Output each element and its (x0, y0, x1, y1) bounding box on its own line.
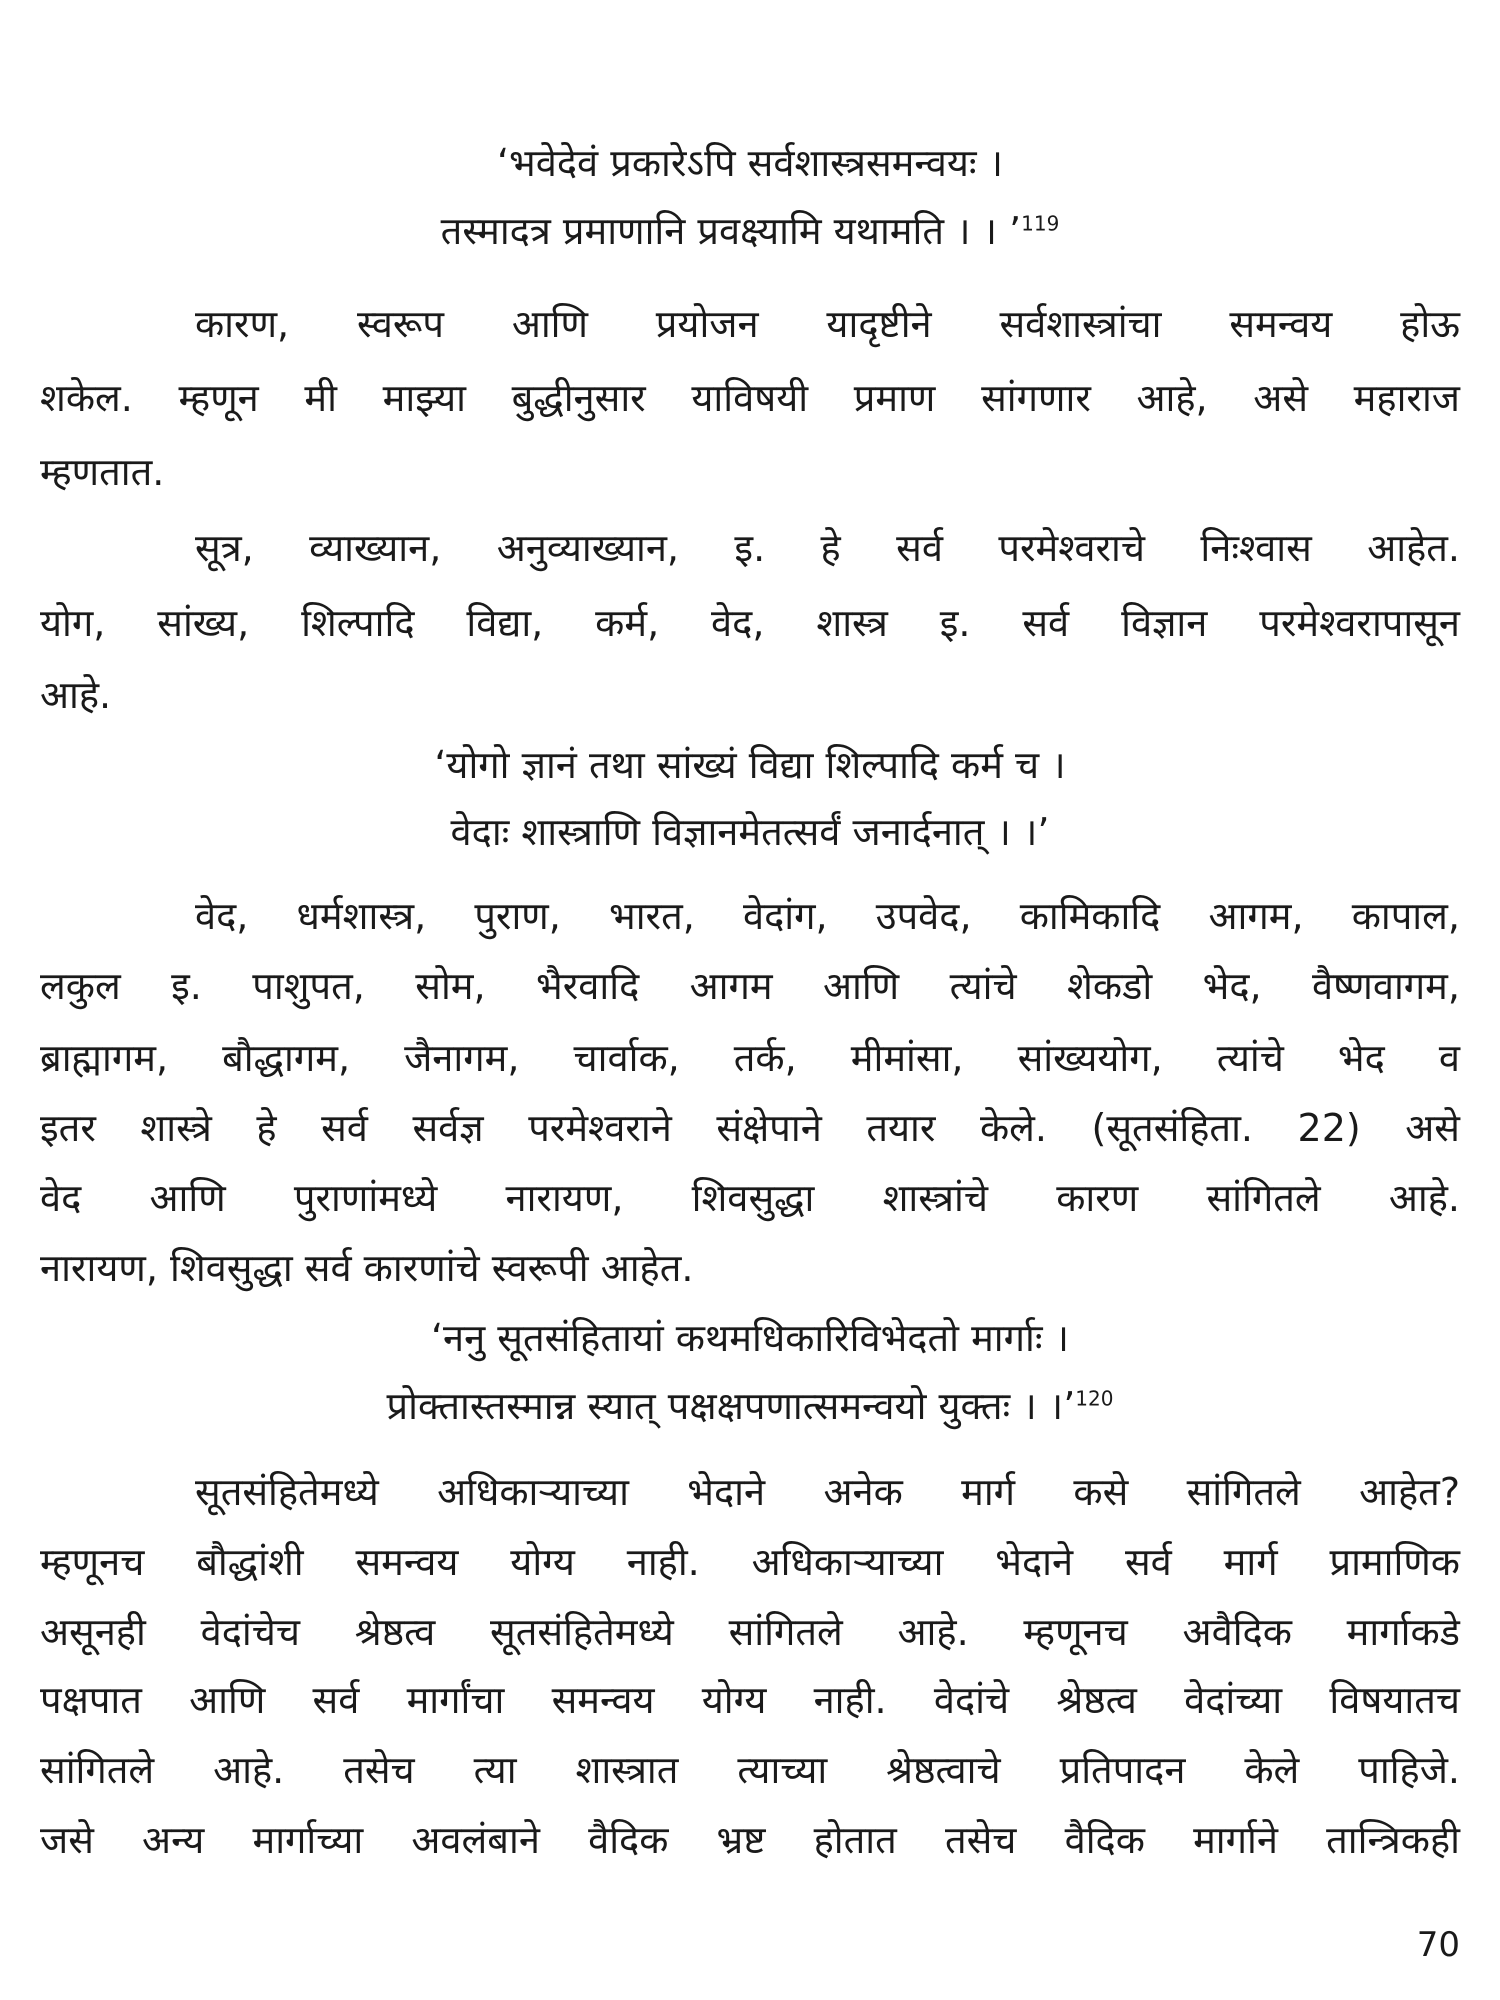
paragraph-4-line-1: सूतसंहितेमध्ये अधिकाऱ्याच्या भेदाने अनेक मार्ग कसे सांगितले आहेत? (195, 1470, 1460, 1514)
paragraph-3-line-3: ब्राह्मागम, बौद्धागम, जैनागम, चार्वाक, तर्क, मीमांसा, सांख्ययोग, त्यांचे भेद व (40, 1036, 1460, 1080)
paragraph-3-line-2: लकुल इ. पाशुपत, सोम, भैरवादि आगम आणि त्यांचे शेकडो भेद, वैष्णवागम, (40, 964, 1460, 1008)
verse-2-line-1: ‘योगो ज्ञानं तथा सांख्यं विद्या शिल्पादि कर्म च । (434, 743, 1066, 787)
paragraph-3-line-5: वेद आणि पुराणांमध्ये नारायण, शिवसुद्धा शास्त्रांचे कारण सांगितले आहे. (40, 1176, 1460, 1220)
paragraph-4-line-2: म्हणूनच बौद्धांशी समन्वय योग्य नाही. अधिकाऱ्याच्या भेदाने सर्व मार्ग प्रामाणिक (40, 1540, 1460, 1584)
paragraph-4-line-6: जसे अन्य मार्गाच्या अवलंबाने वैदिक भ्रष्ट होतात तसेच वैदिक मार्गाने तान्त्रिकही (40, 1818, 1460, 1862)
paragraph-3-line-4: इतर शास्त्रे हे सर्व सर्वज्ञ परमेश्वराने संक्षेपाने तयार केले. (सूतसंहिता. 22) असे (40, 1106, 1460, 1150)
verse-1-line-1: ‘भवेदेवं प्रकारेऽपि सर्वशास्त्रसमन्वयः । (496, 141, 1004, 185)
paragraph-3-line-1: वेद, धर्मशास्त्र, पुराण, भारत, वेदांग, उपवेद, कामिकादि आगम, कापाल, (195, 894, 1460, 938)
paragraph-4-line-3: असूनही वेदांचेच श्रेष्ठत्व सूतसंहितेमध्ये सांगितले आहे. म्हणूनच अवैदिक मार्गाकडे (40, 1610, 1460, 1654)
verse-1-line-2 (0, 203, 1500, 259)
paragraph-1-line-1: कारण, स्वरूप आणि प्रयोजन यादृष्टीने सर्वशास्त्रांचा समन्वय होऊ (195, 302, 1460, 346)
footnote-marker-120: 120 (1075, 1386, 1114, 1411)
paragraph-2-line-2: योग, सांख्य, शिल्पादि विद्या, कर्म, वेद, शास्त्र इ. सर्व विज्ञान परमेश्वरापासून (40, 601, 1460, 645)
paragraph-4-line-4: पक्षपात आणि सर्व मार्गांचा समन्वय योग्य नाही. वेदांचे श्रेष्ठत्व वेदांच्या विषयातच (40, 1678, 1460, 1722)
footnote-marker-119: 119 (1021, 211, 1060, 236)
verse-3-line-1: ‘ननु सूतसंहितायां कथमधिकारिविभेदतो मार्गाः । (430, 1316, 1070, 1360)
verse-2-line-2: वेदाः शास्त्राणि विज्ञानमेतत्सर्वं जनार्दनात् । ।’ (450, 810, 1050, 854)
paragraph-3-line-6: नारायण, शिवसुद्धा सर्व कारणांचे स्वरूपी आहेत. (40, 1246, 694, 1290)
paragraph-2-line-3: आहे. (40, 673, 112, 717)
page-number: 70 (1416, 1925, 1460, 1965)
verse-3-line-2-text: प्रोक्तास्तस्मान्न स्यात् पक्षक्षपणात्समन्वयो युक्तः । ।’ (386, 1384, 1076, 1428)
verse-1-line-2-text: तस्मादत्र प्रमाणानि प्रवक्ष्यामि यथामति । । ’ (440, 209, 1022, 253)
verse-3-line-2 (0, 1378, 1500, 1434)
paragraph-1-line-2: शकेल. म्हणून मी माझ्या बुद्धीनुसार याविषयी प्रमाण सांगणार आहे, असे महाराज (40, 376, 1460, 420)
paragraph-1-line-3: म्हणतात. (40, 450, 165, 494)
paragraph-4-line-5: सांगितले आहे. तसेच त्या शास्त्रात त्याच्या श्रेष्ठत्वाचे प्रतिपादन केले पाहिजे. (40, 1748, 1460, 1792)
paragraph-2-line-1: सूत्र, व्याख्यान, अनुव्याख्यान, इ. हे सर्व परमेश्वराचे निःश्वास आहेत. (195, 526, 1460, 570)
